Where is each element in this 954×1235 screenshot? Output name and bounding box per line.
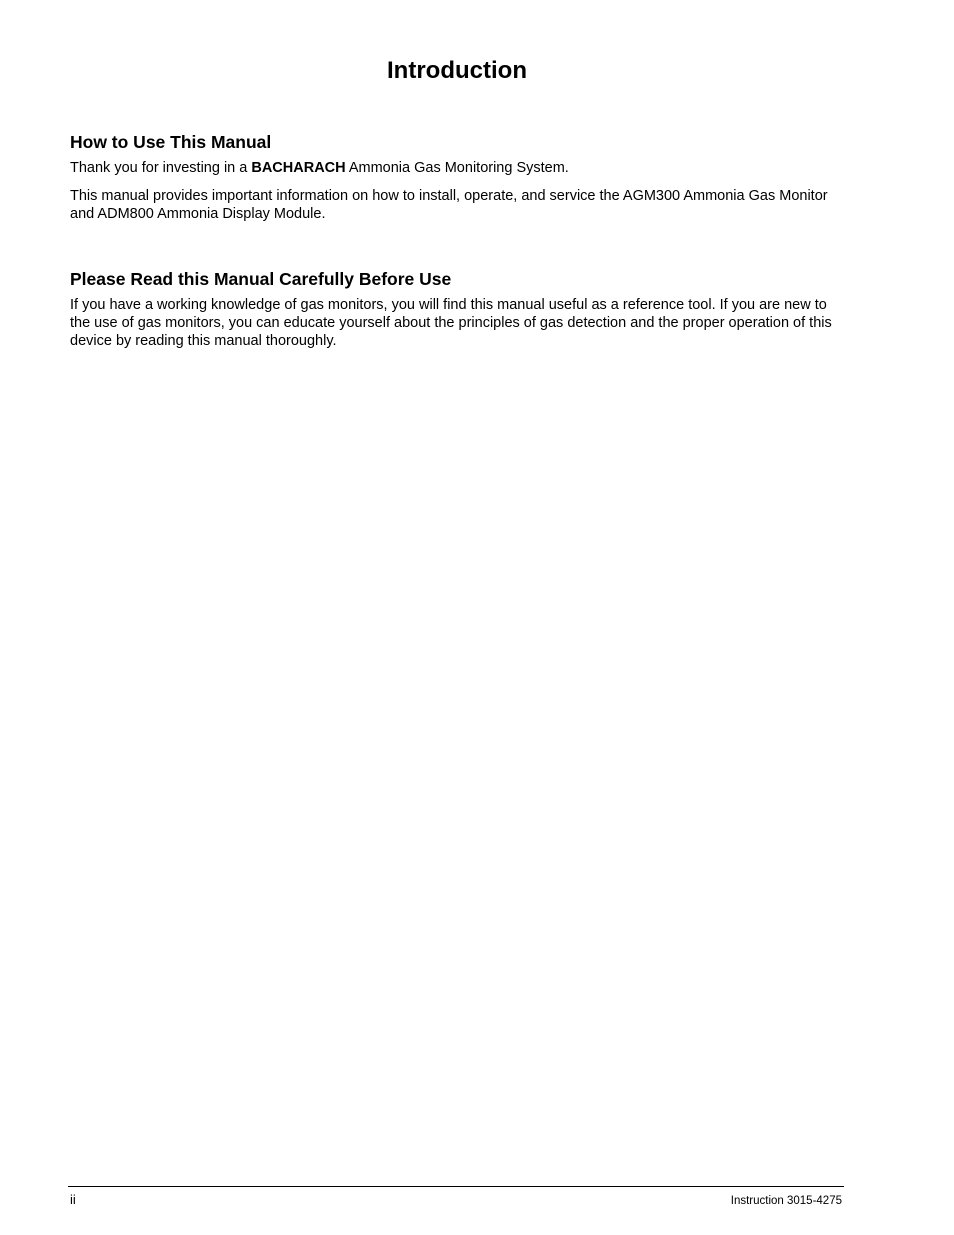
paragraph-thank-you-suffix: Ammonia Gas Monitoring System. [345, 160, 569, 176]
section-heading-how-to-use: How to Use This Manual [70, 132, 272, 152]
section-heading-read-carefully: Please Read this Manual Carefully Before Use [70, 269, 452, 289]
footer-document-id: Instruction 3015-4275 [730, 1195, 842, 1207]
paragraph-manual-scope: This manual provides important information on how to install, operate, and service the AGM300 Ammonia Gas Monitor and ADM800 Ammonia Display Module. [70, 188, 828, 222]
brand-name: BACHARACH [251, 160, 346, 176]
footer-divider [68, 1186, 844, 1187]
paragraph-thank-you-prefix: Thank you for investing in a [70, 160, 252, 176]
footer-page-number: ii [70, 1192, 76, 1207]
paragraph-thank-you [70, 159, 845, 177]
page-title: Introduction [387, 57, 527, 84]
paragraph-working-knowledge: If you have a working knowledge of gas monitors, you will find this manual useful as a reference tool. If you are new to the use of gas monitors, you can educate yourself about the principles of gas detection and the proper operation of this device by reading this manual thoroughly. [70, 297, 832, 349]
